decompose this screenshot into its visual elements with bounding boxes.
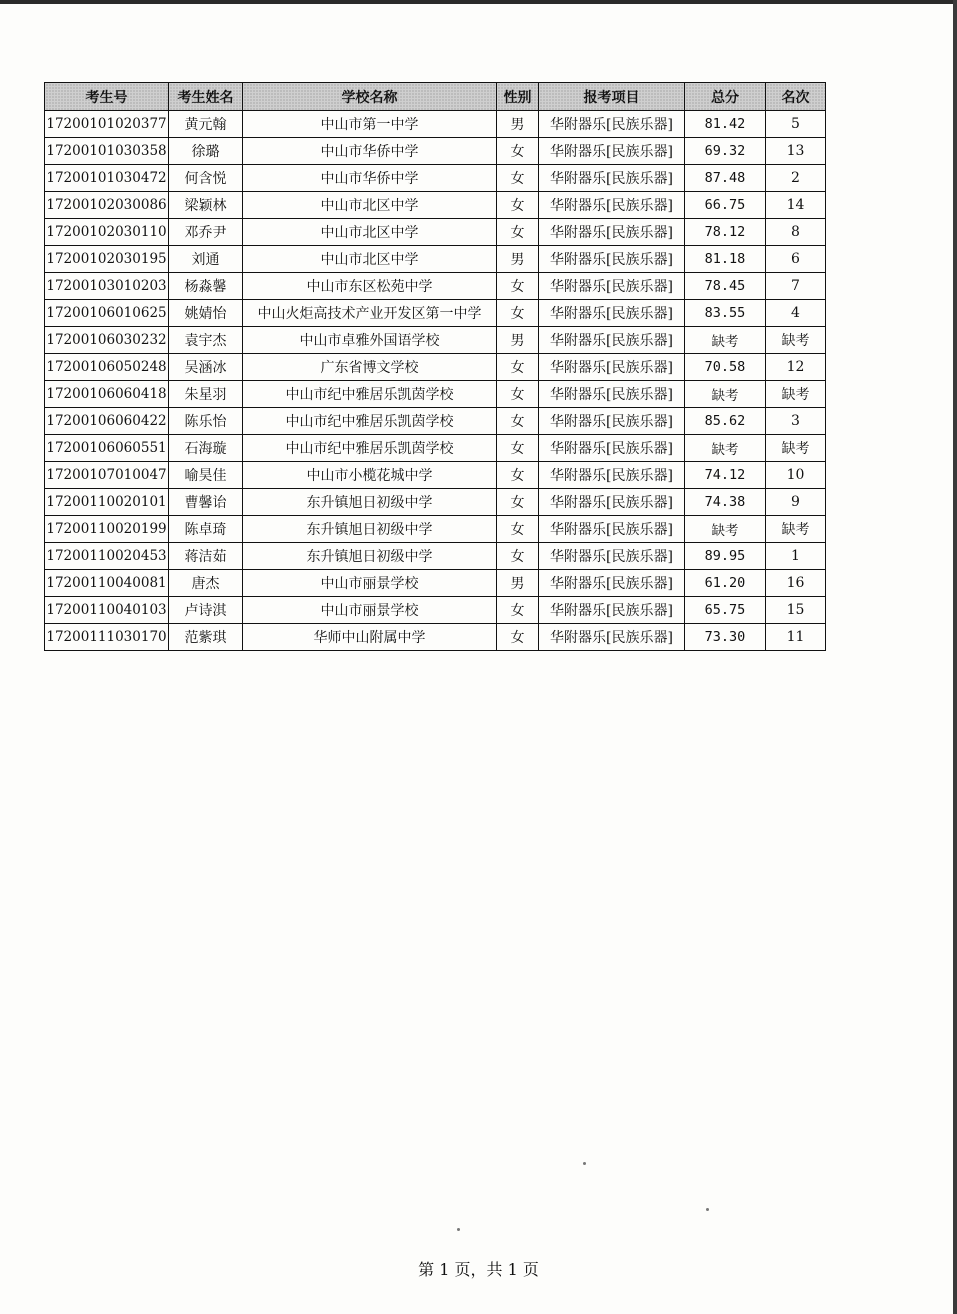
cell-gender: 女 [497,354,539,381]
cell-total-score: 69.32 [685,138,766,165]
cell-total-score: 89.95 [685,543,766,570]
table-row [45,543,826,570]
table-row [45,165,826,192]
scan-edge-right [953,0,957,1314]
table-row [45,597,826,624]
cell-gender: 男 [497,327,539,354]
cell-student-name: 姚婧怡 [169,300,243,327]
cell-rank: 2 [766,165,826,192]
table-row [45,219,826,246]
cell-school-name: 中山市小榄花城中学 [243,462,497,489]
cell-project: 华附器乐[民族乐器] [539,327,685,354]
cell-school-name: 华师中山附属中学 [243,624,497,651]
cell-project: 华附器乐[民族乐器] [539,111,685,138]
table-row [45,111,826,138]
table-row [45,327,826,354]
cell-total-score: 74.38 [685,489,766,516]
table-row [45,435,826,462]
cell-school-name: 东升镇旭日初级中学 [243,543,497,570]
cell-exam-id: 17200110020199 [45,516,169,543]
cell-student-name: 杨淼馨 [169,273,243,300]
cell-gender: 女 [497,138,539,165]
cell-student-name: 梁颖林 [169,192,243,219]
cell-gender: 女 [497,462,539,489]
cell-school-name: 广东省博文学校 [243,354,497,381]
cell-rank: 6 [766,246,826,273]
cell-school-name: 中山市纪中雅居乐凯茵学校 [243,408,497,435]
cell-project: 华附器乐[民族乐器] [539,570,685,597]
cell-student-name: 唐杰 [169,570,243,597]
cell-school-name: 中山市东区松苑中学 [243,273,497,300]
cell-gender: 男 [497,246,539,273]
header-project: 报考项目 [539,83,685,111]
cell-project: 华附器乐[民族乐器] [539,516,685,543]
table-row [45,408,826,435]
cell-school-name: 中山市华侨中学 [243,165,497,192]
cell-rank: 8 [766,219,826,246]
cell-gender: 女 [497,435,539,462]
scan-speck [457,1228,460,1231]
cell-total-score: 73.30 [685,624,766,651]
cell-exam-id: 17200101030472 [45,165,169,192]
cell-gender: 男 [497,111,539,138]
cell-total-score: 74.12 [685,462,766,489]
page-number-footer: 第 1 页，共 1 页 [418,1260,539,1279]
cell-gender: 女 [497,219,539,246]
cell-gender: 女 [497,300,539,327]
cell-exam-id: 17200110040081 [45,570,169,597]
cell-project: 华附器乐[民族乐器] [539,138,685,165]
header-total-score: 总分 [685,83,766,111]
cell-exam-id: 17200102030195 [45,246,169,273]
cell-project: 华附器乐[民族乐器] [539,381,685,408]
cell-school-name: 中山市北区中学 [243,246,497,273]
cell-exam-id: 17200101020377 [45,111,169,138]
cell-total-score: 81.42 [685,111,766,138]
cell-total-score: 78.45 [685,273,766,300]
cell-school-name: 东升镇旭日初级中学 [243,516,497,543]
cell-student-name: 何含悦 [169,165,243,192]
cell-student-name: 范紫琪 [169,624,243,651]
cell-exam-id: 17200111030170 [45,624,169,651]
cell-school-name: 中山市丽景学校 [243,570,497,597]
cell-student-name: 黄元翰 [169,111,243,138]
cell-rank: 7 [766,273,826,300]
cell-project: 华附器乐[民族乐器] [539,408,685,435]
table-row [45,246,826,273]
header-school-name: 学校名称 [243,83,497,111]
cell-exam-id: 17200106030232 [45,327,169,354]
cell-project: 华附器乐[民族乐器] [539,165,685,192]
cell-exam-id: 17200106060551 [45,435,169,462]
cell-rank: 10 [766,462,826,489]
cell-gender: 女 [497,192,539,219]
cell-rank: 3 [766,408,826,435]
table-row [45,354,826,381]
cell-rank: 1 [766,543,826,570]
cell-total-score: 缺考 [685,516,766,543]
cell-exam-id: 17200110020101 [45,489,169,516]
cell-school-name: 中山市第一中学 [243,111,497,138]
cell-project: 华附器乐[民族乐器] [539,462,685,489]
cell-exam-id: 17200110040103 [45,597,169,624]
cell-total-score: 缺考 [685,435,766,462]
cell-rank: 缺考 [766,516,826,543]
cell-school-name: 中山市北区中学 [243,219,497,246]
cell-gender: 女 [497,624,539,651]
table-row [45,381,826,408]
cell-project: 华附器乐[民族乐器] [539,489,685,516]
cell-rank: 13 [766,138,826,165]
cell-rank: 12 [766,354,826,381]
cell-student-name: 邓乔尹 [169,219,243,246]
cell-project: 华附器乐[民族乐器] [539,435,685,462]
cell-exam-id: 17200102030110 [45,219,169,246]
cell-rank: 缺考 [766,381,826,408]
table-row [45,300,826,327]
cell-student-name: 吴涵冰 [169,354,243,381]
cell-school-name: 中山市卓雅外国语学校 [243,327,497,354]
cell-project: 华附器乐[民族乐器] [539,300,685,327]
header-rank: 名次 [766,83,826,111]
cell-exam-id: 17200110020453 [45,543,169,570]
cell-gender: 男 [497,570,539,597]
header-student-name: 考生姓名 [169,83,243,111]
table-row [45,462,826,489]
table-row [45,192,826,219]
cell-project: 华附器乐[民族乐器] [539,624,685,651]
cell-rank: 缺考 [766,327,826,354]
score-table [44,82,826,651]
cell-rank: 16 [766,570,826,597]
cell-total-score: 缺考 [685,327,766,354]
cell-school-name: 中山火炬高技术产业开发区第一中学 [243,300,497,327]
cell-exam-id: 17200106050248 [45,354,169,381]
cell-total-score: 61.20 [685,570,766,597]
cell-project: 华附器乐[民族乐器] [539,273,685,300]
cell-project: 华附器乐[民族乐器] [539,219,685,246]
cell-school-name: 中山市丽景学校 [243,597,497,624]
cell-student-name: 陈乐怡 [169,408,243,435]
cell-total-score: 缺考 [685,381,766,408]
cell-exam-id: 17200102030086 [45,192,169,219]
cell-student-name: 喻昊佳 [169,462,243,489]
cell-student-name: 陈卓琦 [169,516,243,543]
cell-project: 华附器乐[民族乐器] [539,354,685,381]
cell-rank: 5 [766,111,826,138]
cell-gender: 女 [497,165,539,192]
cell-total-score: 85.62 [685,408,766,435]
cell-exam-id: 17200106060422 [45,408,169,435]
cell-school-name: 中山市纪中雅居乐凯茵学校 [243,381,497,408]
cell-exam-id: 17200101030358 [45,138,169,165]
cell-rank: 9 [766,489,826,516]
cell-student-name: 石海璇 [169,435,243,462]
cell-gender: 女 [497,543,539,570]
cell-student-name: 蒋洁茹 [169,543,243,570]
cell-rank: 11 [766,624,826,651]
cell-school-name: 中山市华侨中学 [243,138,497,165]
cell-school-name: 中山市纪中雅居乐凯茵学校 [243,435,497,462]
header-exam-id: 考生号 [45,83,169,111]
cell-total-score: 66.75 [685,192,766,219]
scan-speck [706,1208,709,1211]
cell-rank: 15 [766,597,826,624]
scan-speck [583,1162,586,1165]
cell-gender: 女 [497,516,539,543]
cell-total-score: 70.58 [685,354,766,381]
table-row [45,138,826,165]
cell-gender: 女 [497,489,539,516]
cell-student-name: 徐璐 [169,138,243,165]
table-row [45,489,826,516]
cell-student-name: 朱星羽 [169,381,243,408]
cell-exam-id: 17200106060418 [45,381,169,408]
cell-total-score: 78.12 [685,219,766,246]
cell-project: 华附器乐[民族乐器] [539,192,685,219]
cell-total-score: 83.55 [685,300,766,327]
scan-edge-top [0,0,957,4]
table-row [45,516,826,543]
cell-total-score: 87.48 [685,165,766,192]
cell-gender: 女 [497,408,539,435]
cell-rank: 缺考 [766,435,826,462]
cell-project: 华附器乐[民族乐器] [539,246,685,273]
cell-school-name: 东升镇旭日初级中学 [243,489,497,516]
table-row [45,570,826,597]
table-row [45,273,826,300]
cell-student-name: 刘通 [169,246,243,273]
cell-school-name: 中山市北区中学 [243,192,497,219]
cell-exam-id: 17200106010625 [45,300,169,327]
cell-exam-id: 17200103010203 [45,273,169,300]
cell-gender: 女 [497,381,539,408]
cell-student-name: 卢诗淇 [169,597,243,624]
cell-total-score: 65.75 [685,597,766,624]
cell-rank: 4 [766,300,826,327]
cell-gender: 女 [497,597,539,624]
cell-rank: 14 [766,192,826,219]
cell-student-name: 曹馨诒 [169,489,243,516]
cell-project: 华附器乐[民族乐器] [539,597,685,624]
cell-exam-id: 17200107010047 [45,462,169,489]
table-row [45,624,826,651]
table-header-row [45,83,826,111]
cell-gender: 女 [497,273,539,300]
header-gender: 性别 [497,83,539,111]
cell-project: 华附器乐[民族乐器] [539,543,685,570]
cell-total-score: 81.18 [685,246,766,273]
cell-student-name: 袁宇杰 [169,327,243,354]
